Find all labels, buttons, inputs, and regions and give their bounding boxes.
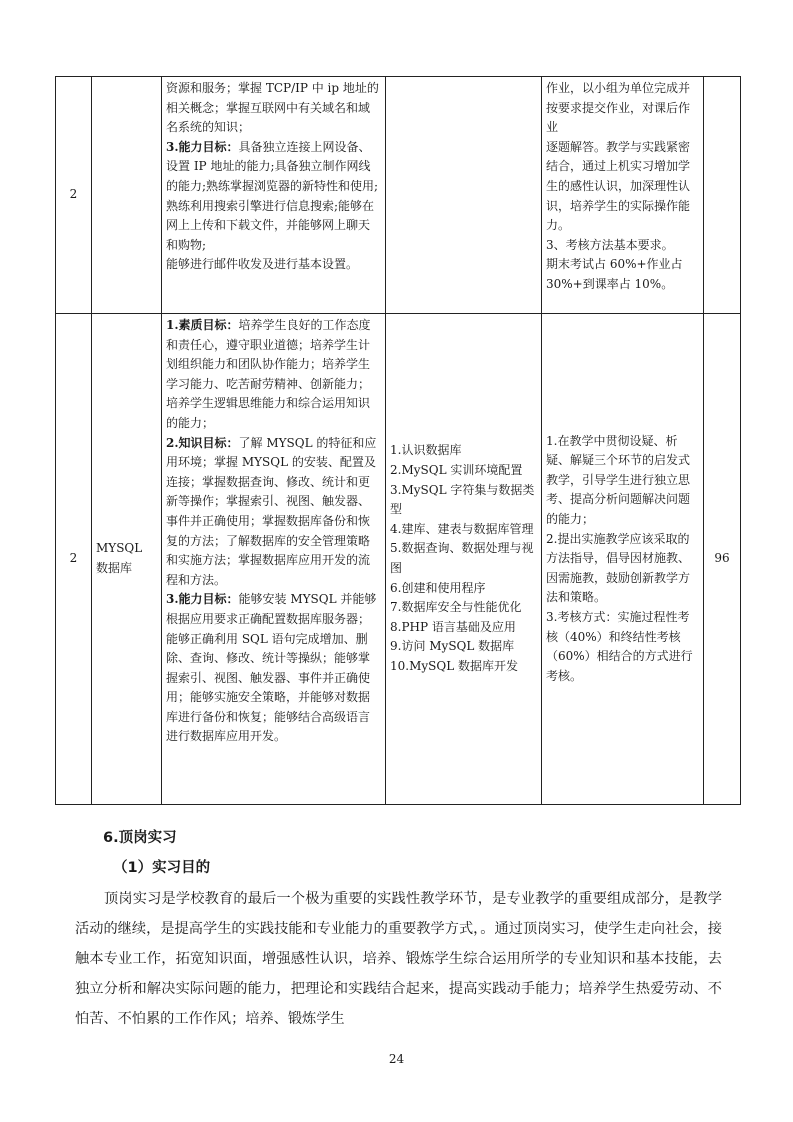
objective-paragraph: [166, 434, 381, 591]
method-item: 期末考试占 60%+作业占 30%+到课率占 10%。: [546, 257, 683, 291]
content-item: 6.创建和使用程序: [390, 580, 486, 595]
content-item: 2.MySQL 实训环境配置: [390, 463, 523, 478]
objective-paragraph: [166, 590, 381, 747]
hours-cell: [704, 77, 741, 314]
objectives-cell: [162, 77, 386, 314]
objective-text: 资源和服务；掌握 TCP/IP 中 ip 地址的相关概念；掌握互联网中有关域名和域名系统的知识；: [166, 81, 379, 135]
page-number: 24: [388, 1052, 405, 1066]
content-item: 1.认识数据库: [390, 443, 462, 458]
table-row: [56, 77, 741, 314]
content-item: 9.访问 MySQL 数据库: [390, 639, 515, 654]
method-item: 逐题解答。教学与实践紧密结合，通过上机实习增加学生的感性认识，加深理性认识，培养学生的实际操作能力。: [546, 139, 691, 233]
content-cell: [386, 314, 542, 805]
content-item: 5.数据查询、数据处理与视图: [390, 541, 534, 575]
section-title: 6.顶岗实习: [103, 830, 177, 846]
methods-cell: [542, 314, 704, 805]
row-number-cell: 2: [56, 314, 92, 805]
objective-text: 具备独立连接上网设备、设置 IP 地址的能力;具备独立制作网线的能力;熟练掌握浏览器的新特性和使用;熟练利用搜索引擎进行信息搜索;能够在网上上传和下载文件，并能够网上聊天和购物;: [166, 139, 379, 252]
course-table: [55, 76, 741, 805]
content-item: 3.MySQL 字符集与数据类型: [390, 482, 535, 517]
objective-paragraph: [166, 316, 381, 434]
objective-label: 3.能力目标：: [166, 139, 239, 154]
method-item: 3、考核方法基本要求。: [546, 237, 674, 252]
objective-label: 3.能力目标：: [166, 592, 239, 607]
methods-cell: [542, 77, 704, 314]
content-item: 8.PHP 语言基础及应用: [390, 619, 516, 634]
section-subtitle: （1）实习目的: [113, 860, 211, 876]
body-paragraph: 顶岗实习是学校教育的最后一个极为重要的实践性教学环节，是专业教学的重要组成部分，是教学活动的继续，是提高学生的实践技能和专业能力的重要教学方式，。通过顶岗实习，使学生走向社会，接触本专业工作，拓宽知识面，增强感性认识，培养、锻炼学生综合运用所学的专业知识和基本技能，去独立分析和解决实际问题的能力，把理论和实践结合起来，提高实践动手能力；培养学生热爱劳动、不怕苦、不怕累的工作作风；培养、锻炼学生: [75, 891, 722, 1027]
method-item: 2.提出实施教学应该采取的方法指导，倡导因材施教、因需施教，鼓励创新教学方法和策略。: [546, 531, 691, 605]
objectives-cell: [162, 314, 386, 805]
content-item: 4.建库、建表与数据库管理: [390, 521, 534, 536]
method-item: 1.在教学中贯彻设疑、析疑、解疑三个环节的启发式教学，引导学生进行独立思考、提高分析问题解决问题的能力；: [546, 433, 691, 527]
course-name-cell: [92, 77, 162, 314]
method-item: 作业，以小组为单位完成并按要求提交作业，对课后作业: [546, 81, 691, 135]
table-row: [56, 314, 741, 805]
objective-label: 1.素质目标：: [166, 318, 239, 332]
hours-cell: 96: [704, 314, 741, 805]
row-number-cell: 2: [56, 77, 92, 314]
content-item: 10.MySQL 数据库开发: [390, 658, 518, 673]
content-cell: [386, 77, 542, 314]
course-name-cell: MYSQL 数据库: [92, 314, 162, 805]
objective-text: 培养学生良好的工作态度和责任心，遵守职业道德；培养学生计划组织能力和团队协作能力；培养学生学习能力、吃苦耐劳精神、创新能力；培养学生逻辑思维能力和综合运用知识的能力；: [166, 318, 371, 430]
objective-paragraph: [166, 255, 381, 275]
content-item: 7.数据库安全与性能优化: [390, 600, 522, 615]
objective-text: 能够安装 MYSQL 并能够根据应用要求正确配置数据库服务器；能够正确利用 SQL 语句完成增加、删除、查询、修改、统计等操纵；能够掌握索引、视图、触发器、事件并正确使用；能够实施安全策略，并能够对数据库进行备份和恢复；能够结合高级语言进行数据库应用开发。: [166, 592, 377, 744]
objective-text: 了解 MYSQL 的特征和应用环境；掌握 MYSQL 的安装、配置及连接；掌握数据查询、修改、统计和更新等操作；掌握索引、视图、触发器、事件并正确使用；掌握数据库备份和恢复的方法；了解数据库的安全管理策略和实施方法；掌握数据库应用开发的流程和方法。: [166, 435, 377, 587]
objective-label: 2.知识目标：: [166, 435, 239, 450]
objective-paragraph: [166, 138, 381, 256]
objective-paragraph: [166, 79, 381, 138]
objective-text: 能够进行邮件收发及进行基本设置。: [166, 257, 359, 272]
method-item: 3.考核方式：实施过程性考核（40%）和终结性考核 （60%）相结合的方式进行考核。: [546, 609, 693, 683]
